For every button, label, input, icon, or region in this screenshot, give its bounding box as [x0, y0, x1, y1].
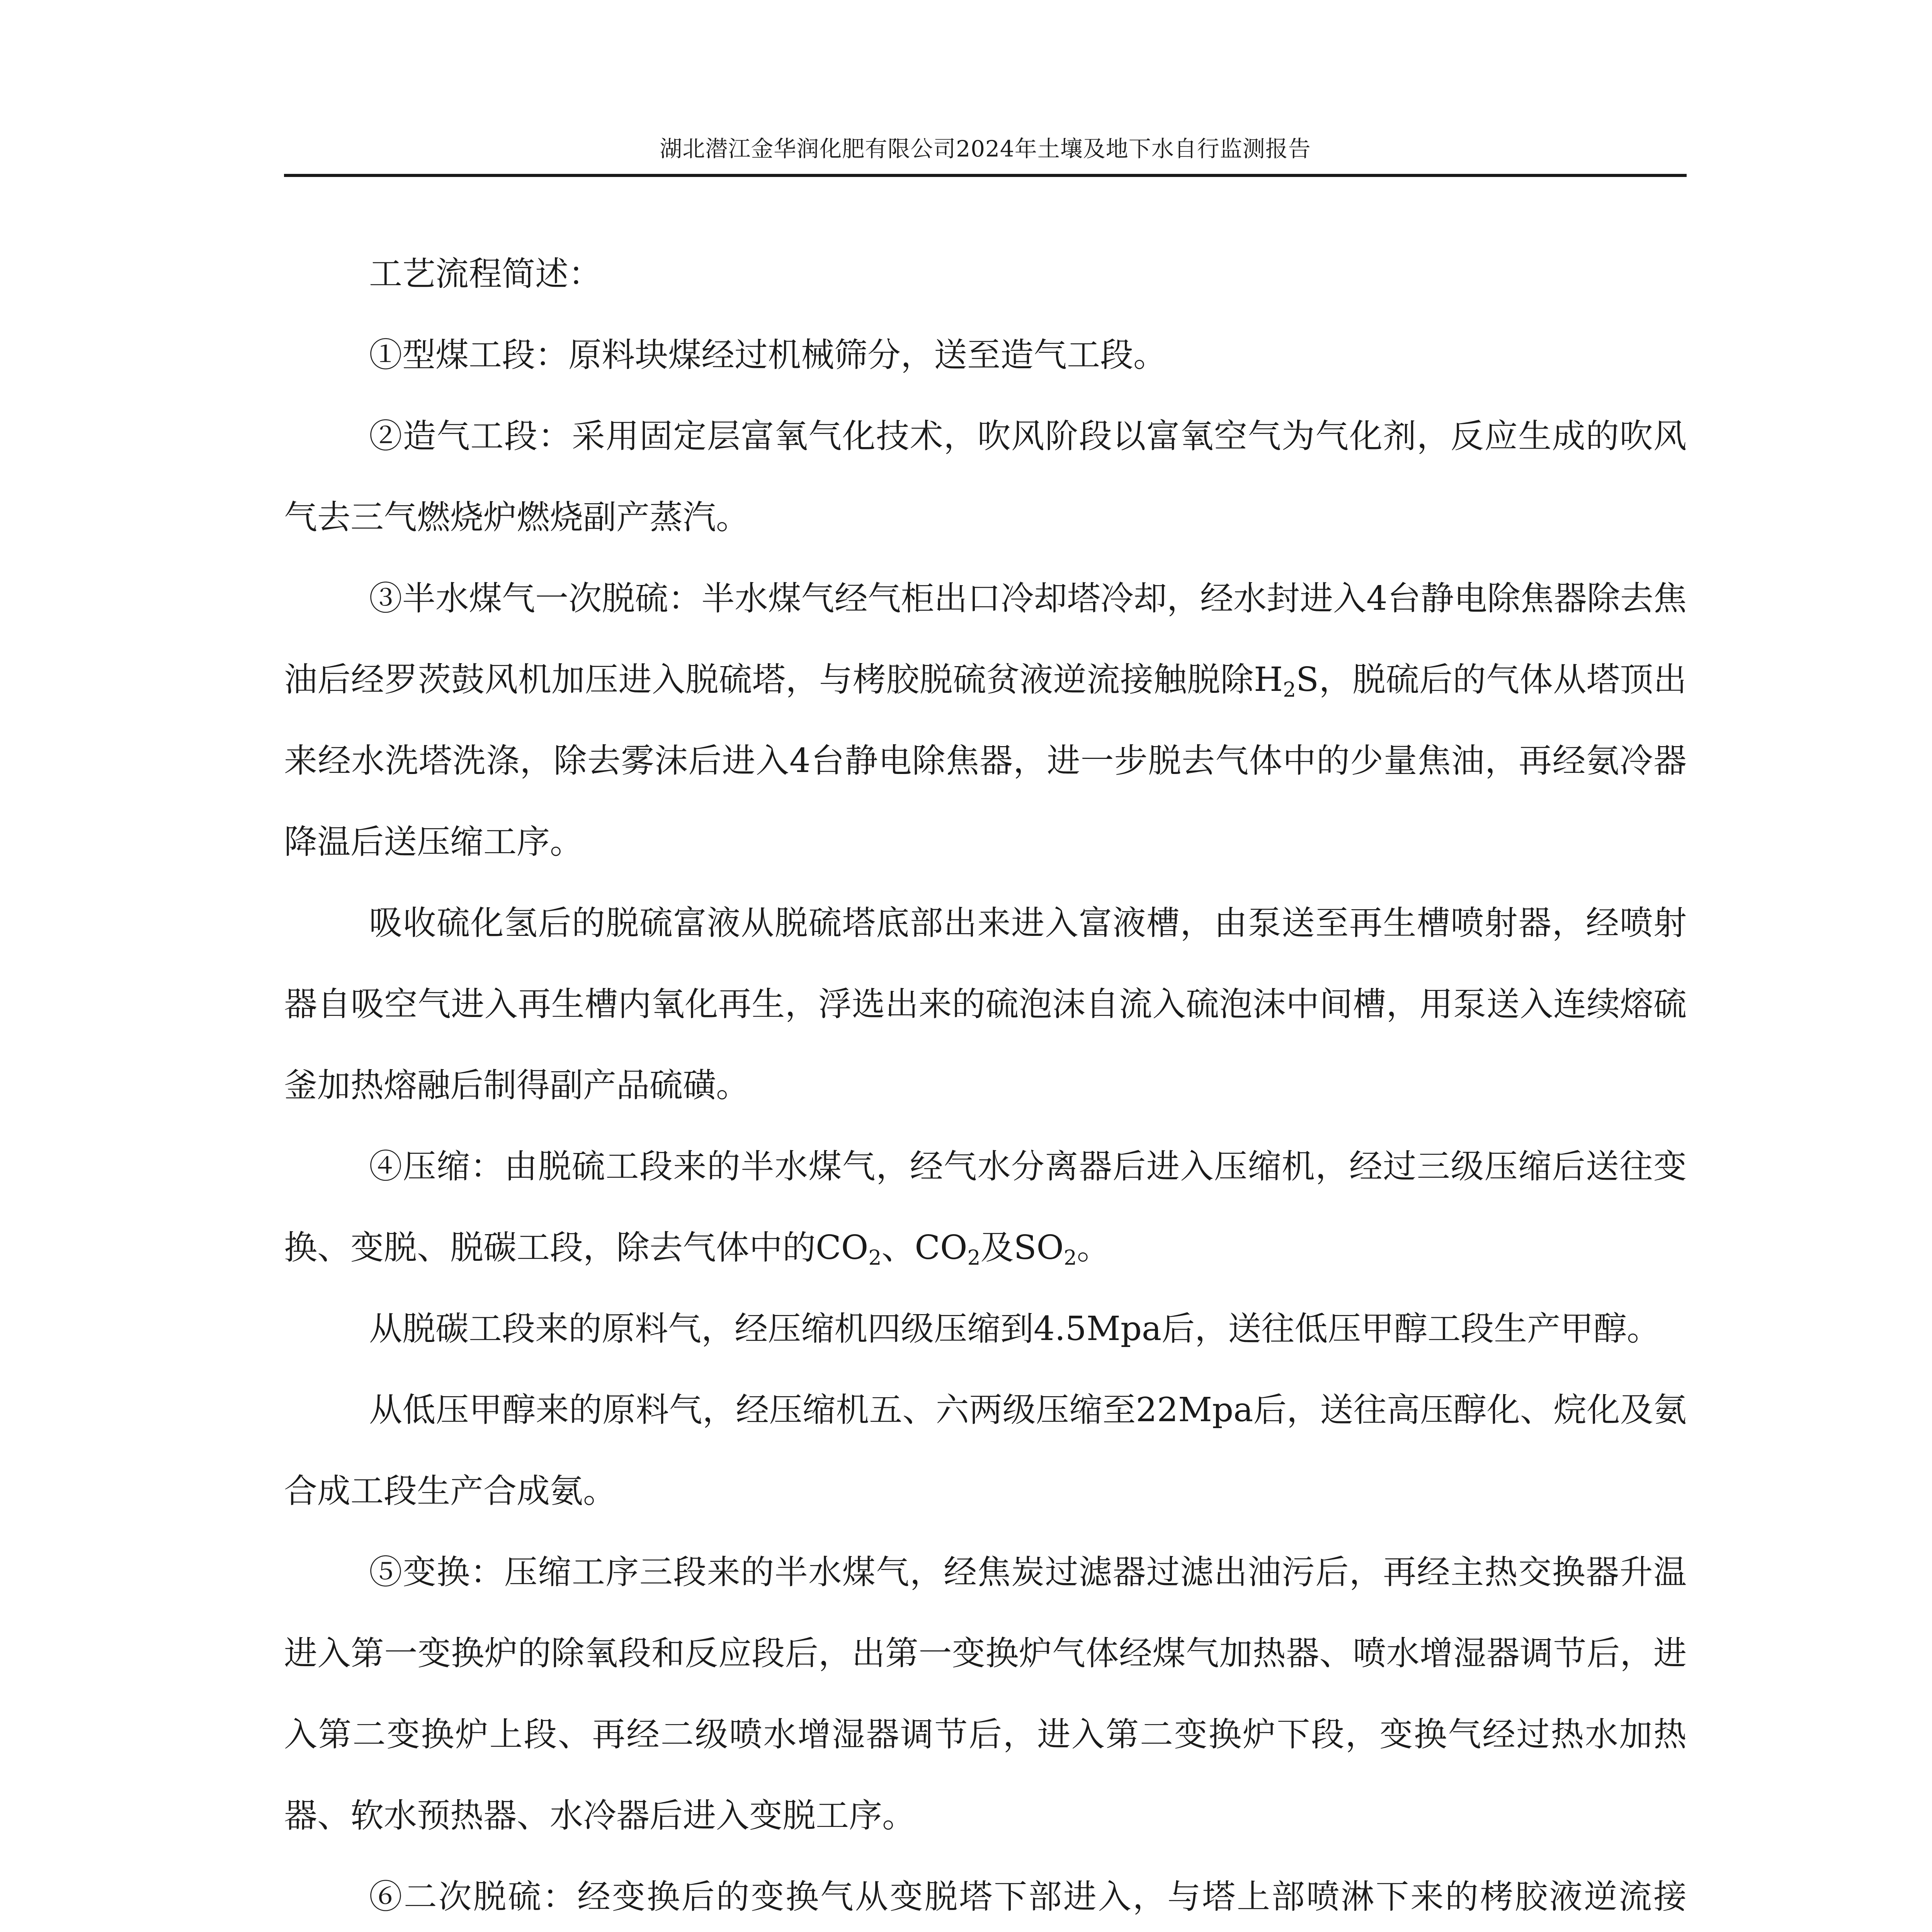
paragraph-text: 从低压甲醇来的原料气，经压缩机五、六两级压缩至22Mpa后，送往高压醇化、烷化及氨合成工段生产合成氨。: [284, 1391, 1687, 1510]
paragraph-text: 及SO: [980, 1228, 1064, 1267]
paragraph-text: ⑤变换：压缩工序三段来的半水煤气，经焦炭过滤器过滤出油污后，再经主热交换器升温进入第一变换炉的除氧段和反应段后，出第一变换炉气体经煤气加热器、喷水增湿器调节后，进入第二变换炉上段、再经二级喷水增湿器调节后，进入第二变换炉下段，变换气经过热水加热器、软水预热器、水冷器后进入变脱工序。: [284, 1553, 1687, 1835]
subscript: 2: [1063, 1245, 1077, 1270]
paragraph-text: 吸收硫化氢后的脱硫富液从脱硫塔底部出来进入富液槽，由泵送至再生槽喷射器，经喷射器自吸空气进入再生槽内氧化再生，浮选出来的硫泡沫自流入硫泡沫中间槽，用泵送入连续熔硫釜加热熔融后制得副产品硫磺。: [284, 904, 1687, 1105]
subscript: 2: [967, 1245, 981, 1270]
paragraph-briquette-section: [284, 315, 1687, 396]
paragraph-high-pressure-synthesis: [284, 1369, 1687, 1532]
paragraph-text: ④压缩：由脱硫工段来的半水煤气，经气水分离器后进入压缩机，经过三级压缩后送往变换、变脱、脱碳工段，除去气体中的CO: [284, 1147, 1687, 1267]
header-title: 湖北潜江金华润化肥有限公司2024年土壤及地下水自行监测报告: [660, 136, 1311, 162]
paragraph-text: ②造气工段：采用固定层富氧气化技术，吹风阶段以富氧空气为气化剂，反应生成的吹风气去三气燃烧炉燃烧副产蒸汽。: [284, 417, 1687, 537]
paragraph-shift-conversion: [284, 1532, 1687, 1856]
paragraph-process-intro: [284, 233, 1687, 315]
paragraph-compression: [284, 1126, 1687, 1288]
paragraph-primary-desulfurization: [284, 558, 1687, 883]
paragraph-text: 、CO: [881, 1228, 968, 1267]
subscript: 2: [1283, 677, 1296, 702]
header-divider: [284, 174, 1687, 177]
paragraph-text: S，脱硫后的气体从塔顶出来经水洗塔洗涤，除去雾沫后进入4台静电除焦器，进一步脱去气体中的少量焦油，再经氨冷器降温后送压缩工序。: [284, 660, 1687, 861]
paragraph-secondary-desulfurization: [284, 1856, 1687, 1932]
paragraph-gasification-section: [284, 396, 1687, 558]
paragraph-text: ①型煤工段：原料块煤经过机械筛分，送至造气工段。: [369, 336, 1167, 374]
document-body: [284, 233, 1687, 1932]
paragraph-text: ③半水煤气一次脱硫：半水煤气经气柜出口冷却塔冷却，经水封进入4台静电除焦器除去焦油后经罗茨鼓风机加压进入脱硫塔，与栲胶脱硫贫液逆流接触脱除H: [284, 579, 1687, 699]
paragraph-low-pressure-methanol: [284, 1288, 1687, 1369]
paragraph-rich-liquor-regeneration: [284, 883, 1687, 1126]
paragraph-text: ⑥二次脱硫：经变换后的变换气从变脱塔下部进入，与塔上部喷淋下来的栲胶液逆流接: [369, 1878, 1687, 1916]
subscript: 2: [868, 1245, 882, 1270]
paragraph-text: 。: [1077, 1228, 1110, 1267]
page-header: [284, 133, 1687, 164]
paragraph-text: 从脱碳工段来的原料气，经压缩机四级压缩到4.5Mpa后，送往低压甲醇工段生产甲醇。: [369, 1310, 1660, 1348]
paragraph-text: 工艺流程简述：: [369, 255, 602, 293]
